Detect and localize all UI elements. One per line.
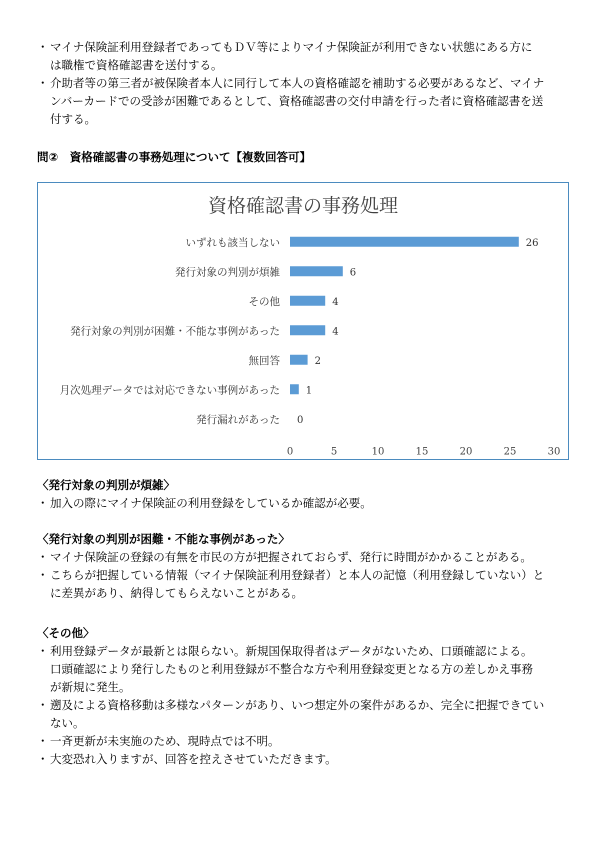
list-item: ・ マイナ保険証利用登録者であってもＤＶ等によりマイナ保険証が利用できない状態にある方に — [37, 40, 533, 54]
list-item-text: 利用登録データが最新とは限らない。新規国保取得者はデータがないため、口頭確認による。 — [50, 644, 533, 658]
list-item — [37, 678, 577, 696]
category-label: その他 — [248, 295, 280, 308]
list-item — [37, 714, 577, 732]
bar — [290, 237, 519, 247]
category-label: 月次処理データでは対応できない事例があった — [59, 384, 280, 397]
list-item-text: 遡及による資格移動は多様なパターンがあり、いつ想定外の案件があるか、完全に把握できてい — [50, 698, 545, 712]
bar — [290, 355, 308, 365]
list-item-text: に差異があり、納得してもらえないことがある。 — [50, 586, 303, 600]
x-tick-label: 25 — [503, 446, 517, 458]
category-label: 発行対象の判別が煩雑 — [175, 266, 280, 279]
section-heading: 〈その他〉 — [37, 626, 95, 640]
list-item — [37, 92, 577, 110]
list-item-text: ない。 — [50, 716, 85, 730]
bar — [290, 325, 325, 335]
list-item-text: 付する。 — [50, 112, 96, 126]
category-label: 無回答 — [248, 354, 280, 367]
data-label: 6 — [349, 267, 357, 279]
x-tick-label: 30 — [547, 446, 561, 458]
data-label: 4 — [332, 296, 339, 308]
bar — [290, 296, 325, 306]
x-tick-label: 5 — [330, 446, 338, 458]
list-item-text: マイナ保険証の登録の有無を市民の方が把握されておらず、発行に時間がかかることがある。 — [50, 550, 532, 564]
list-item — [37, 110, 577, 128]
list-item-text: 大変恐れ入りますが、回答を控えさせていただきます。 — [50, 752, 337, 766]
x-tick-label: 15 — [415, 446, 429, 458]
category-label: 発行漏れがあった — [196, 413, 280, 426]
category-label: いずれも該当しない — [185, 236, 280, 249]
list-item: ・ 遡及による資格移動は多様なパターンがあり、いつ想定外の案件があるか、完全に把握できてい — [37, 698, 545, 712]
intro-bullet-list — [37, 38, 577, 128]
list-item: ・ 一斉更新が未実施のため、現時点では不明。 — [37, 734, 280, 748]
list-item-text: 口頭確認により発行したものと利用登録が不整合な方や利用登録変更となる方の差しかえ事務 — [50, 662, 533, 676]
list-item-text: 介助者等の第三者が被保険者本人に同行して本人の資格確認を補助する必要があるなど、マイナ — [50, 76, 545, 90]
data-label: 1 — [305, 385, 313, 397]
x-tick-label: 20 — [459, 446, 473, 458]
list-item: ・ 利用登録データが最新とは限らない。新規国保取得者はデータがないため、口頭確認による。 — [37, 644, 533, 658]
bar-chart — [38, 183, 568, 459]
list-item: ・ 加入の際にマイナ保険証の利用登録をしているか確認が必要。 — [37, 496, 372, 510]
x-tick-label: 10 — [371, 446, 385, 458]
x-tick-label: 0 — [286, 446, 294, 458]
list-item-text: こちらが把握している情報（マイナ保険証利用登録者）と本人の記憶（利用登録していない）と — [50, 568, 545, 582]
list-item — [37, 584, 577, 602]
data-label: 2 — [314, 355, 321, 367]
bar — [290, 266, 343, 276]
section-difficult — [37, 530, 577, 602]
list-item: ・ 介助者等の第三者が被保険者本人に同行して本人の資格確認を補助する必要があるなど、マイナ — [37, 76, 545, 90]
list-item-text: ンバーカードでの受診が困難であるとして、資格確認書の交付申請を行った者に資格確認書を送 — [50, 94, 544, 108]
data-label: 4 — [332, 326, 339, 338]
question-heading: 問② 資格確認書の事務処理について【複数回答可】 — [37, 150, 312, 164]
list-item-text: は職権で資格確認書を送付する。 — [50, 58, 223, 72]
bar — [290, 384, 299, 394]
list-item-text: 加入の際にマイナ保険証の利用登録をしているか確認が必要。 — [50, 496, 372, 510]
section-heading: 〈発行対象の判別が困難・不能な事例があった〉 — [37, 532, 290, 546]
list-item-text: が新規に発生。 — [50, 680, 131, 694]
section-other — [37, 624, 577, 768]
section-heading: 〈発行対象の判別が煩雑〉 — [37, 478, 175, 492]
list-item-text: マイナ保険証利用登録者であってもＤＶ等によりマイナ保険証が利用できない状態にある方に — [50, 40, 533, 54]
data-label: 0 — [297, 414, 304, 426]
list-item — [37, 56, 577, 74]
list-item: ・ 大変恐れ入りますが、回答を控えさせていただきます。 — [37, 752, 337, 766]
chart-title: 資格確認書の事務処理 — [207, 195, 399, 217]
chart-frame — [37, 182, 569, 460]
list-item-text: 一斉更新が未実施のため、現時点では不明。 — [50, 734, 280, 748]
category-label: 発行対象の判別が困難・不能な事例があった — [70, 325, 280, 338]
list-item — [37, 660, 577, 678]
data-label: 26 — [525, 237, 539, 249]
list-item: ・ こちらが把握している情報（マイナ保険証利用登録者）と本人の記憶（利用登録していない）と — [37, 568, 545, 582]
list-item: ・ マイナ保険証の登録の有無を市民の方が把握されておらず、発行に時間がかかることがある。 — [37, 550, 532, 564]
section-complicated — [37, 476, 577, 512]
